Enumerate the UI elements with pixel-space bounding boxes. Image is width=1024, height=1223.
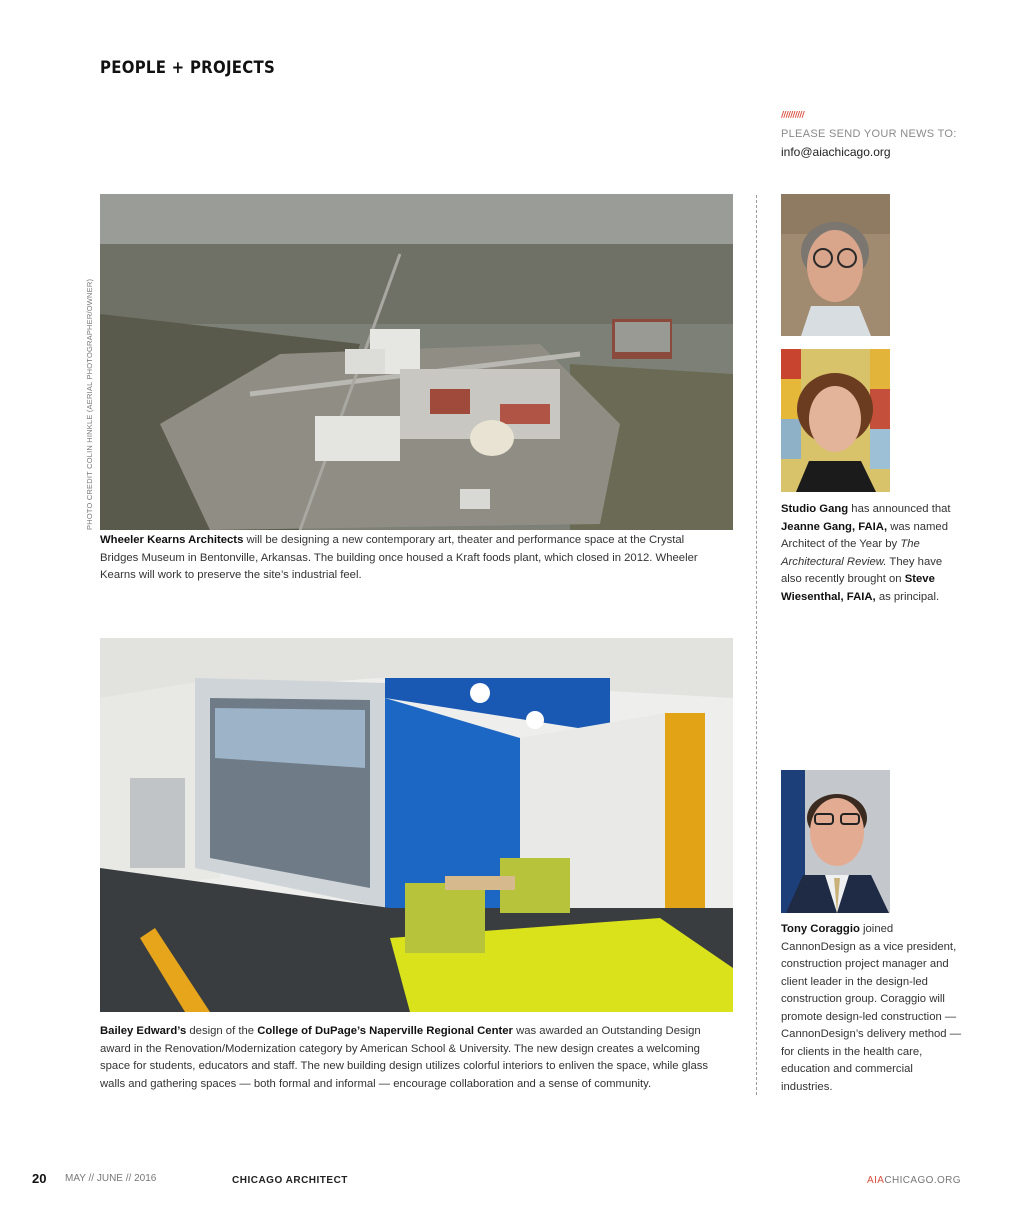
caption-lead: Bailey Edward’s [100,1025,187,1037]
aerial-photo [100,194,733,530]
hire-name: Steve Wiesenthal, FAIA, [781,573,935,603]
side-text-3: They have also recently brought on [781,555,943,585]
caption-text: will be designing a new contemporary art, theater and performance space at the Crystal Bridges Museum in Bentonville, Arkansas. The building once housed a Kraft foods plant, which closed in 2012. Wheeler Kearns will work to preserve the site’s industrial feel. [100,534,698,581]
caption-project: College of DuPage’s Naperville Regional Center [257,1025,513,1037]
website-accent: AIA [867,1175,885,1186]
side-text-2: was named Architect of the Year by [781,520,949,550]
portrait-steve-wiesenthal [781,194,890,336]
news-email-link[interactable]: info@aiachicago.org [781,145,891,159]
issue-date: MAY // JUNE // 2016 [65,1173,157,1184]
caption-text-2: was awarded an Outstanding Design award in the Renovation/Modernization category by American School & University. The new design creates a welcoming space for students, educators and staff. The new building design utilizes colorful interiors to enliven the space, while glass walls and gathering spaces — both formal and informal — encourage collaboration and a sense of community. [100,1025,709,1090]
section-title: PEOPLE + PROJECTS [100,58,276,78]
firm-name: Studio Gang [781,503,849,515]
photo-credit: PHOTO CREDIT COLIN HINKLE (AERIAL PHOTOGRAPHER/OWNER) [85,278,94,530]
caption-lead: Wheeler Kearns Architects [100,534,244,546]
page-number: 20 [32,1171,47,1186]
person-name: Tony Coraggio [781,923,860,935]
side-text: joined CannonDesign as a vice president, construction project manager and client leader in the design-led construction group. Coraggio will promote design-led construction — CannonDesign’s delivery method — for clients in the health care, education and commercial industries. [781,923,962,1093]
side-text-1: has announced that [848,503,951,515]
column-divider [756,195,757,1095]
news-label: PLEASE SEND YOUR NEWS TO: [781,128,957,140]
portrait-tony-coraggio [781,770,890,913]
publication-brand: CHICAGO ARCHITECT [232,1175,348,1186]
portrait-jeanne-gang [781,349,890,492]
decorative-slashes: ////////// [781,111,804,119]
person-name: Jeanne Gang, FAIA, [781,520,888,533]
caption-bailey-edward [100,1023,725,1093]
caption-wheeler-kearns [100,532,725,585]
sidebar-item-tony-coraggio [781,921,961,1096]
side-text-4: as principal. [875,590,940,603]
sidebar-item-studio-gang [781,501,966,606]
publication-name: The Architectural Review. [781,538,920,568]
website-rest: CHICAGO.ORG [884,1175,961,1186]
caption-text: design of the [186,1025,258,1037]
interior-photo [100,638,733,1012]
website-link[interactable] [867,1175,961,1186]
